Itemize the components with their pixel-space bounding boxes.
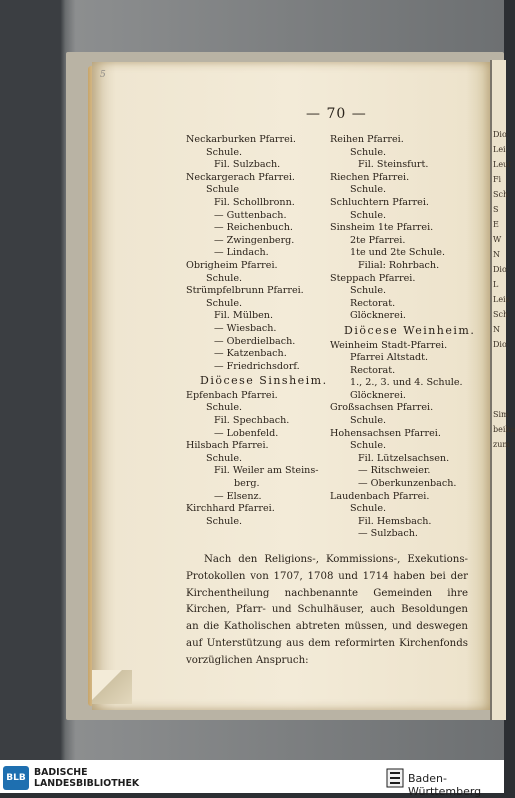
diocese-heading: Diöcese Weinheim.: [344, 323, 476, 337]
entry-line: Sinsheim 1te Pfarrei.: [330, 222, 434, 234]
library-name-line1: BADISCHE: [34, 767, 88, 778]
entry-line: Schule.: [350, 415, 387, 427]
next-page-fragment: Leut: [493, 160, 512, 169]
next-page-fragment: Leis: [493, 295, 510, 304]
entry-line: — Friedrichsdorf.: [214, 360, 300, 372]
next-page-fragment: Dio: [493, 265, 507, 274]
folded-corner: [92, 670, 132, 704]
entry-line: Reihen Pfarrei.: [330, 134, 404, 145]
next-page-fragment: S: [493, 205, 499, 214]
entry-line: Schule.: [206, 402, 243, 414]
entry-line: — Ritschweier.: [358, 465, 431, 477]
pencil-mark: 5: [100, 70, 106, 80]
entry-line: Fil. Hemsbach.: [358, 515, 432, 527]
next-page-edge: [490, 60, 515, 720]
entry-line: Fil. Weiler am Steins-: [214, 465, 319, 477]
entry-line: — Guttenbach.: [214, 209, 287, 221]
next-page-fragment: Fi: [493, 175, 502, 184]
entry-line: — Wiesbach.: [214, 322, 277, 334]
entry-line: Schule.: [350, 146, 387, 158]
entry-line: Schule.: [206, 515, 243, 527]
state-name[interactable]: Baden-Württemberg: [408, 772, 482, 798]
page-number: — 70 —: [306, 106, 367, 122]
entry-line: Großsachsen Pfarrei.: [330, 402, 434, 414]
entry-line: Rectorat.: [350, 297, 396, 309]
library-name-line2: LANDESBIBLIOTHEK: [34, 778, 140, 789]
entry-line: berg.: [234, 478, 260, 490]
entry-line: 1te und 2te Schule.: [350, 247, 446, 259]
entry-line: Schule.: [350, 503, 387, 515]
entry-line: Hohensachsen Pfarrei.: [330, 427, 441, 439]
entry-line: Steppach Pfarrei.: [330, 272, 416, 284]
entry-line: Laudenbach Pfarrei.: [330, 490, 430, 502]
right-column: [330, 134, 475, 541]
entry-line: Obrigheim Pfarrei.: [186, 259, 278, 271]
next-page-fragment: L: [493, 280, 499, 289]
entry-line: 2te Pfarrei.: [350, 234, 406, 246]
entry-line: Kirchhard Pfarrei.: [186, 503, 275, 515]
next-page-fragment: Sch: [493, 310, 509, 319]
left-column: [186, 134, 328, 528]
entry-line: Strümpfelbrunn Pfarrei.: [186, 285, 304, 297]
next-page-fragment: beibe: [493, 425, 515, 434]
state-coat-of-arms-icon: [386, 768, 404, 788]
entry-line: — Oberdielbach.: [214, 335, 296, 347]
entry-line: — Sulzbach.: [358, 528, 418, 540]
blb-logo[interactable]: BLB: [3, 766, 29, 790]
next-page-fragment: Dio: [493, 340, 507, 349]
entry-line: Schule.: [206, 272, 243, 284]
next-page-fragment: Sim: [493, 410, 509, 419]
entry-line: — Zwingenberg.: [214, 234, 295, 246]
next-page-fragment: Sch: [493, 190, 509, 199]
entry-line: Schule.: [350, 285, 387, 297]
entry-line: Fil. Lützelsachsen.: [358, 452, 450, 464]
entry-line: Neckargerach Pfarrei.: [186, 171, 295, 183]
entry-line: — Lindach.: [214, 247, 269, 259]
next-page-fragment: Lei: [493, 145, 506, 154]
entry-line: Schule.: [350, 184, 387, 196]
entry-line: — Oberkunzenbach.: [358, 478, 457, 490]
entry-line: — Lobenfeld.: [214, 427, 279, 439]
entry-line: Filial: Rohrbach.: [358, 259, 440, 271]
entry-line: — Katzenbach.: [214, 348, 287, 360]
next-page-fragment: Dio: [493, 130, 507, 139]
next-page-fragment: W: [493, 235, 502, 244]
entry-line: 1., 2., 3. und 4. Schule.: [350, 377, 463, 389]
next-page-fragment: N: [493, 325, 500, 334]
diocese-heading: Diöcese Sinsheim.: [200, 374, 328, 388]
entry-line: Schluchtern Pfarrei.: [330, 196, 429, 208]
entry-line: Neckarburken Pfarrei.: [186, 134, 296, 145]
entry-line: Riechen Pfarrei.: [330, 171, 410, 183]
entry-line: Fil. Spechbach.: [214, 415, 290, 427]
entry-line: Fil. Steinsfurt.: [358, 159, 429, 171]
entry-line: Schule.: [350, 440, 387, 452]
entry-line: Weinheim Stadt-Pfarrei.: [330, 339, 448, 351]
entry-line: Rectorat.: [350, 364, 396, 376]
entry-line: Glöcknerei.: [350, 310, 406, 322]
entry-line: Fil. Mülben.: [214, 310, 274, 322]
library-name[interactable]: [34, 767, 139, 789]
next-page-fragment: N: [493, 250, 500, 259]
entry-line: — Reichenbuch.: [214, 222, 293, 234]
entry-line: Pfarrei Altstadt.: [350, 352, 429, 364]
entry-line: Schule.: [206, 146, 243, 158]
entry-line: — Elsenz.: [214, 490, 262, 502]
entry-line: Fil. Schollbronn.: [214, 196, 295, 208]
next-page-fragment: E: [493, 220, 499, 229]
entry-line: Schule.: [206, 452, 243, 464]
entry-line: Schule: [206, 184, 240, 196]
entry-line: Fil. Sulzbach.: [214, 159, 281, 171]
entry-line: Schule.: [206, 297, 243, 309]
body-paragraph: Nach den Religions-, Kommissions-, Exekutions-Protokollen von 1707, 1708 und 1714 haben bei der Kirchentheilung nachbenannte Gemeinden ihre Kirchen, Pfarr- und Schulhäuser, auch Besoldungen an die Katholischen abtreten müssen, und deswegen auf Unterstützung aus dem reformirten Kirchenfonds vorzüglichen Anspruch:: [186, 554, 468, 666]
entry-line: Epfenbach Pfarrei.: [186, 389, 278, 401]
entry-line: Hilsbach Pfarrei.: [186, 440, 269, 452]
entry-line: Glöcknerei.: [350, 389, 406, 401]
entry-line: Schule.: [350, 209, 387, 221]
next-page-fragment: zum: [493, 440, 510, 449]
